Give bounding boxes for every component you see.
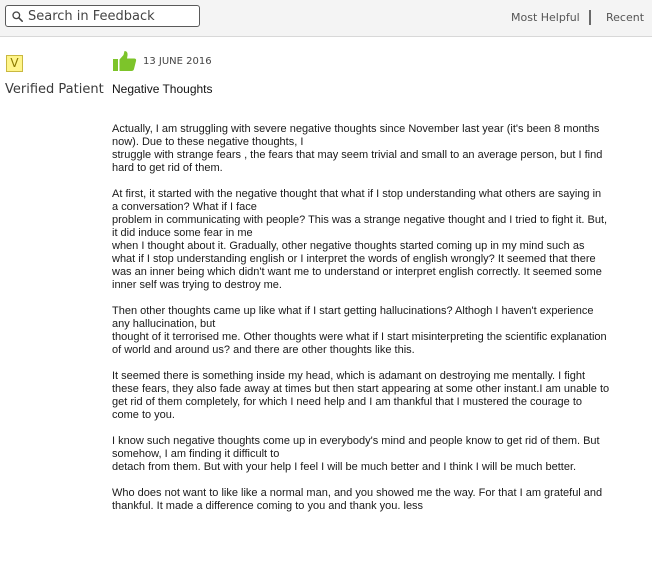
feedback-toolbar [0, 0, 652, 37]
sort-most-helpful[interactable]: Most Helpful [511, 11, 580, 24]
reviewer-avatar-badge: V [6, 55, 23, 72]
review-paragraph [112, 487, 650, 513]
review-text-line: It seemed there is something inside my head, which is adamant on destroying me mentally. I fight [112, 370, 586, 382]
review-title: Negative Thoughts [112, 82, 213, 96]
review-text-line: Then other thoughts came up like what if I start getting hallucinations? Althogh I haven't experience [112, 305, 594, 317]
review-text-line: any hallucination, but [112, 318, 216, 330]
review-text-line: Who does not want to like like a normal man, and you showed me the way. For that I am grateful and [112, 487, 603, 499]
review-text-line: thought of it terrorised me. Other thoughts were what if I start misinterpreting the scientific explanation [112, 331, 607, 343]
review-text-line: when I thought about it. Gradually, other negative thoughts started coming up in my mind such as [112, 240, 585, 252]
sort-divider [589, 10, 591, 25]
sort-recent[interactable]: Recent [606, 11, 645, 24]
review-text-line: detach from them. But with your help I feel I will be much better and I think I will be much better. [112, 461, 577, 473]
search-input[interactable] [23, 9, 193, 24]
review-text-line: now). Due to these negative thoughts, I [112, 136, 304, 148]
thumbs-up-icon [113, 51, 137, 71]
verified-patient-label: Verified Patient [5, 82, 104, 97]
review-text-line: I know such negative thoughts come up in everybody's mind and people know to get rid of them. But [112, 435, 600, 447]
search-box[interactable] [5, 5, 200, 27]
review-paragraph [112, 370, 650, 422]
review-body [112, 123, 650, 526]
review-date: 13 JUNE 2016 [143, 56, 212, 67]
review-text-line: come to you. [112, 409, 175, 421]
review-paragraph [112, 435, 650, 474]
review-text-line: struggle with strange fears , the fears that may seem trivial and small to an average person, but I find [112, 149, 603, 161]
review-text-line: At first, it started with the negative thought that what if I stop understanding what others are saying in [112, 188, 602, 200]
review-text-line: these fears, they also fade away at times but then start appearing at some other instant.I am unable to [112, 383, 610, 395]
review-text-line: Actually, I am struggling with severe negative thoughts since November last year (it's been 8 months [112, 123, 600, 135]
review-paragraph [112, 123, 650, 175]
review-text-line: it did induce some fear in me [112, 227, 253, 239]
review-text-line: was an inner being which didn't want me to understand or interpret english correctly. It seemed some [112, 266, 602, 278]
review-paragraph [112, 188, 650, 292]
review-text-line: inner self was trying to destroy me. [112, 279, 282, 291]
review-paragraph [112, 305, 650, 357]
review-text-line [112, 500, 650, 513]
show-less-link[interactable]: less [403, 500, 424, 512]
review-text-line-content: thankful. It made a difference coming to you and thank you. [112, 500, 401, 512]
review-text-line: hard to get rid of them. [112, 162, 223, 174]
review-text-line: get rid of them completely, for which I need help and I am thankful that I mustered the courage to [112, 396, 583, 408]
review-text-line: of world and around us? and there are other thoughts like this. [112, 344, 415, 356]
review-text-line: problem in communicating with people? This was a strange negative thought and I tried to fight it. But, [112, 214, 608, 226]
search-icon [12, 11, 23, 22]
review-text-line: a conversation? What if I face [112, 201, 257, 213]
review-text-line: somehow, I am finding it difficult to [112, 448, 280, 460]
review-text-line: what if I stop understanding english or I interpret the words of english wrongly? It seemed that there [112, 253, 596, 265]
